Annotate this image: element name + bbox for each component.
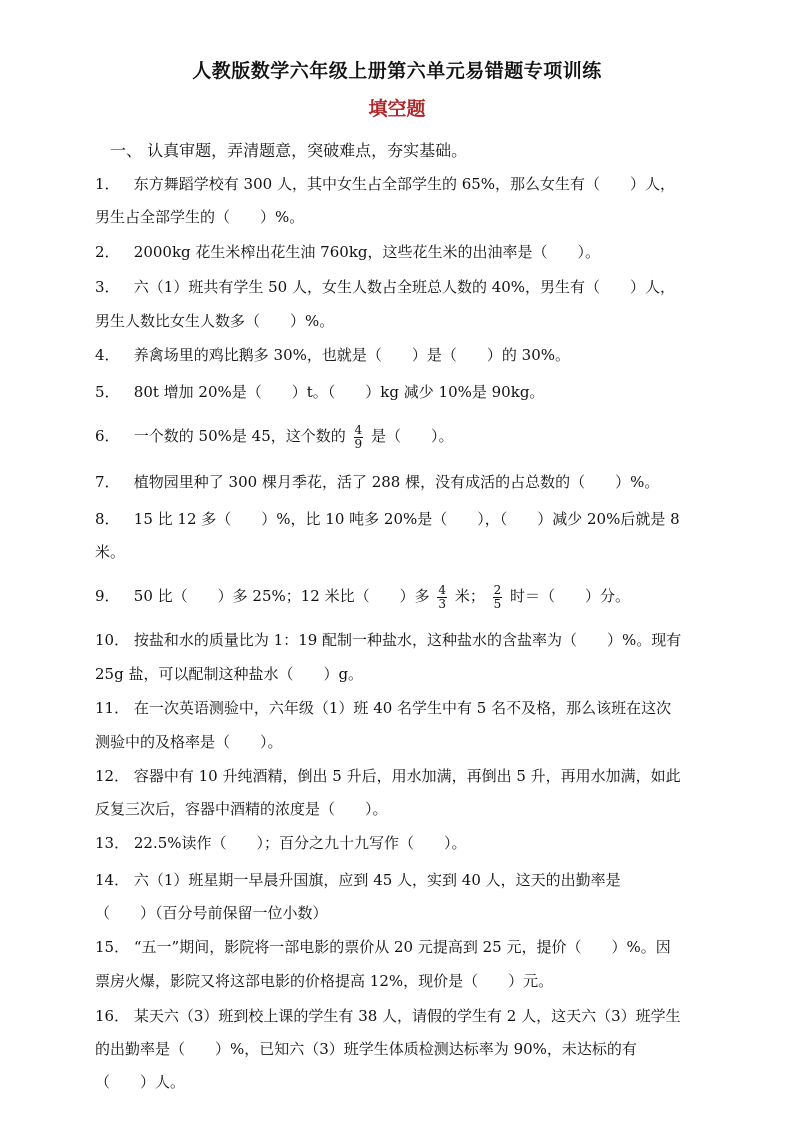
question-16-line-2: 的出勤率是（ ）%，已知六（3）班学生体质检测达标率为 90%，未达标的有 — [95, 1040, 637, 1058]
question-number: 13． — [95, 834, 130, 852]
question-text: 15 比 12 多（ ）%，比 10 吨多 20%是（ ），（ ）减少 20%后就是 8 — [133, 510, 680, 528]
question-text: 植物园里种了 300 棵月季花，活了 288 棵，没有成活的占总数的（ ）%。 — [133, 473, 660, 491]
question-11-line-2: 测验中的及格率是（ ）。 — [95, 733, 283, 751]
question-number: 15． — [95, 938, 130, 956]
section-instruction: 一、 认真审题，弄清题意，突破难点，夯实基础。 — [110, 141, 468, 160]
question-text: 容器中有 10 升纯酒精，倒出 5 升后，用水加满，再倒出 5 升，再用水加满，如此 — [133, 767, 681, 785]
question-11 — [95, 692, 705, 724]
question-text-tail: 时＝（ ）分。 — [510, 587, 631, 605]
question-1 — [95, 168, 705, 200]
question-number: 3． — [95, 278, 120, 296]
question-text: 东方舞蹈学校有 300 人，其中女生占全部学生的 65%，那么女生有（ ）人， — [133, 175, 676, 193]
question-text: 22.5%读作（ ）；百分之九十九写作（ ）。 — [133, 834, 467, 852]
question-8-line-2: 米。 — [95, 543, 126, 561]
question-2 — [95, 236, 705, 268]
question-text-tail: 是（ ）。 — [370, 427, 454, 445]
question-8 — [95, 503, 705, 535]
question-text: 50 比（ ）多 25%；12 米比（ ）多 — [133, 587, 430, 605]
question-text: 养禽场里的鸡比鹅多 30%，也就是（ ）是（ ）的 30%。 — [133, 346, 570, 364]
question-9 — [95, 580, 705, 612]
section-type-title: 填空题 — [368, 98, 426, 120]
question-number: 16． — [95, 1007, 130, 1025]
fraction: $\frac{4}{9}$ — [354, 422, 363, 451]
page-title: 人教版数学六年级上册第六单元易错题专项训练 — [192, 60, 602, 82]
question-text: 80t 增加 20%是（ ）t。（ ）kg 减少 10%是 90kg。 — [133, 383, 545, 401]
question-text: 按盐和水的质量比为 1：19 配制一种盐水，这种盐水的含盐率为（ ）%。现有 — [133, 631, 682, 649]
fraction: $\frac{2}{5}$ — [493, 582, 502, 611]
question-14-line-2: （ ）（百分号前保留一位小数） — [95, 904, 328, 922]
question-3 — [95, 271, 705, 303]
question-number: 1． — [95, 175, 120, 193]
question-14 — [95, 864, 705, 896]
question-6 — [95, 420, 705, 452]
question-number: 6． — [95, 427, 120, 445]
question-number: 5． — [95, 383, 120, 401]
fraction: $\frac{4}{3}$ — [438, 582, 447, 611]
question-text: 在一次英语测验中，六年级（1）班 40 名学生中有 5 名不及格，那么该班在这次 — [133, 699, 672, 717]
question-text: 某天六（3）班到校上课的学生有 38 人，请假的学生有 2 人，这天六（3）班学生 — [133, 1007, 681, 1025]
question-text: 2000kg 花生米榨出花生油 760kg，这些花生米的出油率是（ ）。 — [133, 243, 601, 261]
question-number: 9． — [95, 587, 120, 605]
question-number: 2． — [95, 243, 120, 261]
question-15-line-2: 票房火爆，影院又将这部电影的价格提高 12%，现价是（ ）元。 — [95, 972, 554, 990]
question-number: 12． — [95, 767, 130, 785]
question-text-mid: 米； — [454, 587, 485, 605]
question-number: 7． — [95, 473, 120, 491]
question-4 — [95, 339, 705, 371]
question-16 — [95, 1000, 705, 1032]
question-12-line-2: 反复三次后，容器中酒精的浓度是（ ）。 — [95, 800, 388, 818]
question-text: 一个数的 50%是 45，这个数的 — [133, 427, 346, 445]
question-7 — [95, 466, 705, 498]
question-text: “五一”期间，影院将一部电影的票价从 20 元提高到 25 元，提价（ ）%。因 — [133, 938, 671, 956]
question-15 — [95, 931, 705, 963]
question-12 — [95, 760, 705, 792]
question-number: 8． — [95, 510, 120, 528]
question-16-line-3: （ ）人。 — [95, 1073, 186, 1091]
question-number: 14． — [95, 871, 130, 889]
question-number: 4． — [95, 346, 120, 364]
question-text: 六（1）班共有学生 50 人，女生人数占全班总人数的 40%，男生有（ ）人， — [133, 278, 676, 296]
question-13 — [95, 827, 705, 859]
question-text: 六（1）班星期一早晨升国旗，应到 45 人，实到 40 人，这天的出勤率是 — [133, 871, 621, 889]
question-3-line-2: 男生人数比女生人数多（ ）%。 — [95, 312, 335, 330]
question-5 — [95, 376, 705, 408]
question-number: 10． — [95, 631, 130, 649]
question-1-line-2: 男生占全部学生的（ ）%。 — [95, 208, 305, 226]
question-10-line-2: 25g 盐，可以配制这种盐水（ ）g。 — [95, 665, 364, 683]
question-10 — [95, 624, 705, 656]
question-number: 11． — [95, 699, 130, 717]
